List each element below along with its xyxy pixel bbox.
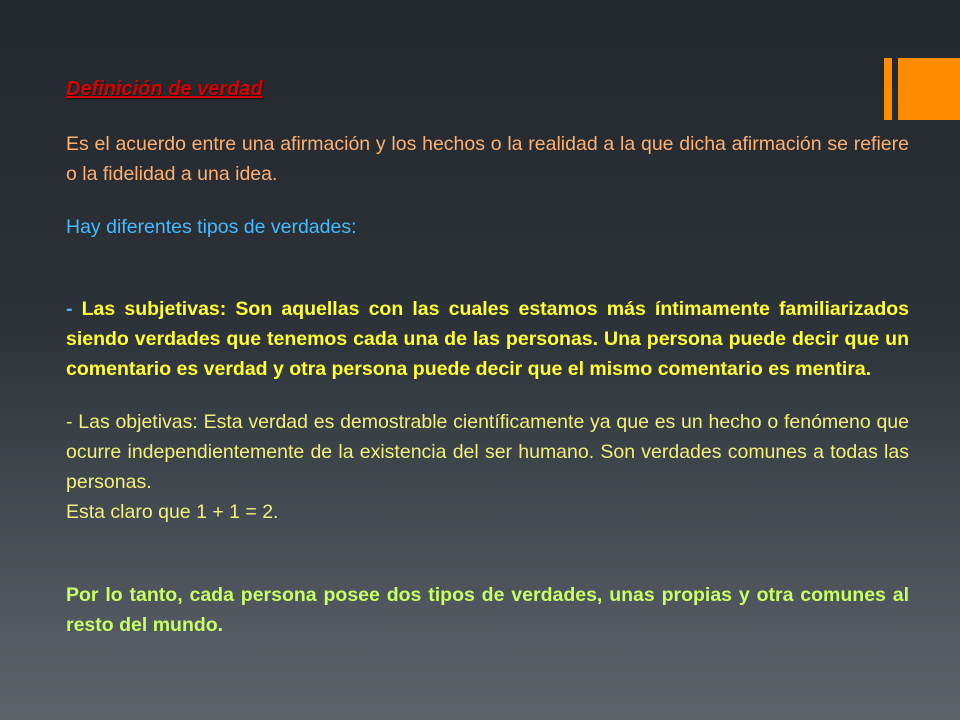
definition-paragraph: Es el acuerdo entre una afirmación y los hechos o la realidad a la que dicha afirmación se refiere o la fidelidad a una idea. bbox=[66, 133, 909, 185]
slide-content bbox=[66, 74, 909, 640]
subjective-text: Las subjetivas: Son aquellas con las cuales estamos más íntimamente familiarizados siendo verdades que tenemos cada una de las personas. Una persona puede decir que un comentario es verdad y otra persona puede decir que el mismo comentario es mentira. bbox=[66, 298, 909, 380]
intro-paragraph: Hay diferentes tipos de verdades: bbox=[66, 216, 357, 238]
spacer bbox=[66, 527, 909, 580]
conclusion-paragraph: Por lo tanto, cada persona posee dos tipos de verdades, unas propias y otra comunes al resto del mundo. bbox=[66, 584, 909, 636]
spacer bbox=[66, 384, 909, 407]
spacer bbox=[66, 189, 909, 212]
subjective-paragraph bbox=[66, 294, 909, 384]
objective-paragraph: - Las objetivas: Esta verdad es demostrable científicamente ya que es un hecho o fenómeno que ocurre independientemente de la existencia del ser humano. Son verdades comunes a todas las personas. bbox=[66, 411, 909, 493]
example-paragraph: Esta claro que 1 + 1 = 2. bbox=[66, 501, 279, 523]
subjective-dash: - bbox=[66, 298, 82, 320]
slide-title: Definición de verdad bbox=[66, 78, 263, 100]
spacer bbox=[66, 242, 909, 294]
